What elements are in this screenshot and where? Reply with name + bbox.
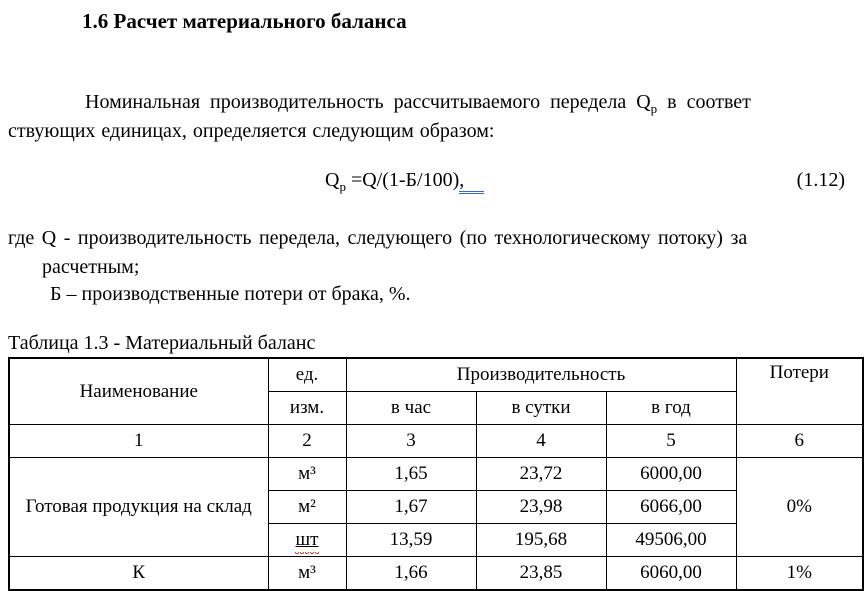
year-value-cell: 6066,00 [606, 491, 736, 524]
hour-value-cell: 1,67 [346, 491, 476, 524]
grammar-underline-mark: , [459, 169, 484, 194]
paragraph-line-2: ствующих единицах, определяется следующим образом: [8, 120, 495, 142]
where-line-1: где Q - производительность передела, следующего (по технологическому потоку) за [8, 227, 748, 249]
where-line-3: Б – производственные потери от брака, %. [50, 283, 411, 305]
paragraph-line-1-text: Номинальная производительность рассчитываемого передела Q [85, 91, 651, 113]
day-value-cell: 195,68 [476, 524, 606, 557]
formula-number: (1.12) [796, 169, 845, 191]
unit-label: м³ [298, 562, 316, 583]
table-row [9, 557, 863, 591]
table-row [9, 458, 863, 491]
hour-value-cell: 13,59 [346, 524, 476, 557]
unit-cell [268, 491, 346, 524]
table-caption: Таблица 1.3 - Материальный баланс [8, 332, 316, 354]
paragraph-line-1 [85, 91, 751, 117]
product-name-cell: Готовая продукция на склад [9, 458, 268, 557]
section-heading: 1.6 Расчет материального баланса [82, 9, 407, 33]
header-per-day: в сутки [476, 392, 606, 425]
formula-body: =Q/(1-Б/100) [345, 169, 460, 191]
formula [325, 169, 484, 195]
header-unit-top: ед. [268, 358, 346, 392]
spellcheck-underline-mark: шт [295, 529, 319, 550]
index-row [9, 425, 863, 458]
day-value-cell: 23,72 [476, 458, 606, 491]
header-losses: Потери [736, 358, 863, 425]
unit-cell [268, 458, 346, 491]
formula-subscript: p [339, 179, 346, 194]
paragraph-line-1-tail: в соответ [657, 91, 751, 113]
header-row-1 [9, 358, 863, 392]
formula-row [0, 169, 843, 197]
header-productivity-group: Производительность [346, 358, 736, 392]
loss-value-cell: 1% [736, 557, 863, 591]
loss-value-cell: 0% [736, 458, 863, 557]
day-value-cell: 23,85 [476, 557, 606, 591]
formula-base: Q [325, 169, 340, 191]
header-unit-bottom: изм. [268, 392, 346, 425]
year-value-cell: 6000,00 [606, 458, 736, 491]
year-value-cell: 49506,00 [606, 524, 736, 557]
material-balance-table [8, 357, 864, 591]
index-cell: 1 [9, 425, 268, 458]
q-subscript: р [650, 101, 658, 116]
header-per-year: в год [606, 392, 736, 425]
hour-value-cell: 1,66 [346, 557, 476, 591]
unit-label: м³ [298, 463, 316, 484]
header-name: Наименование [9, 358, 268, 425]
day-value-cell: 23,98 [476, 491, 606, 524]
unit-cell [268, 524, 346, 557]
product-name-cell: К [9, 557, 268, 591]
index-cell: 6 [736, 425, 863, 458]
index-cell: 4 [476, 425, 606, 458]
index-cell: 5 [606, 425, 736, 458]
year-value-cell: 6060,00 [606, 557, 736, 591]
index-cell: 3 [346, 425, 476, 458]
header-per-hour: в час [346, 392, 476, 425]
unit-label: м² [298, 496, 316, 517]
where-line-2: расчетным; [42, 256, 140, 278]
hour-value-cell: 1,65 [346, 458, 476, 491]
unit-cell [268, 557, 346, 591]
index-cell: 2 [268, 425, 346, 458]
